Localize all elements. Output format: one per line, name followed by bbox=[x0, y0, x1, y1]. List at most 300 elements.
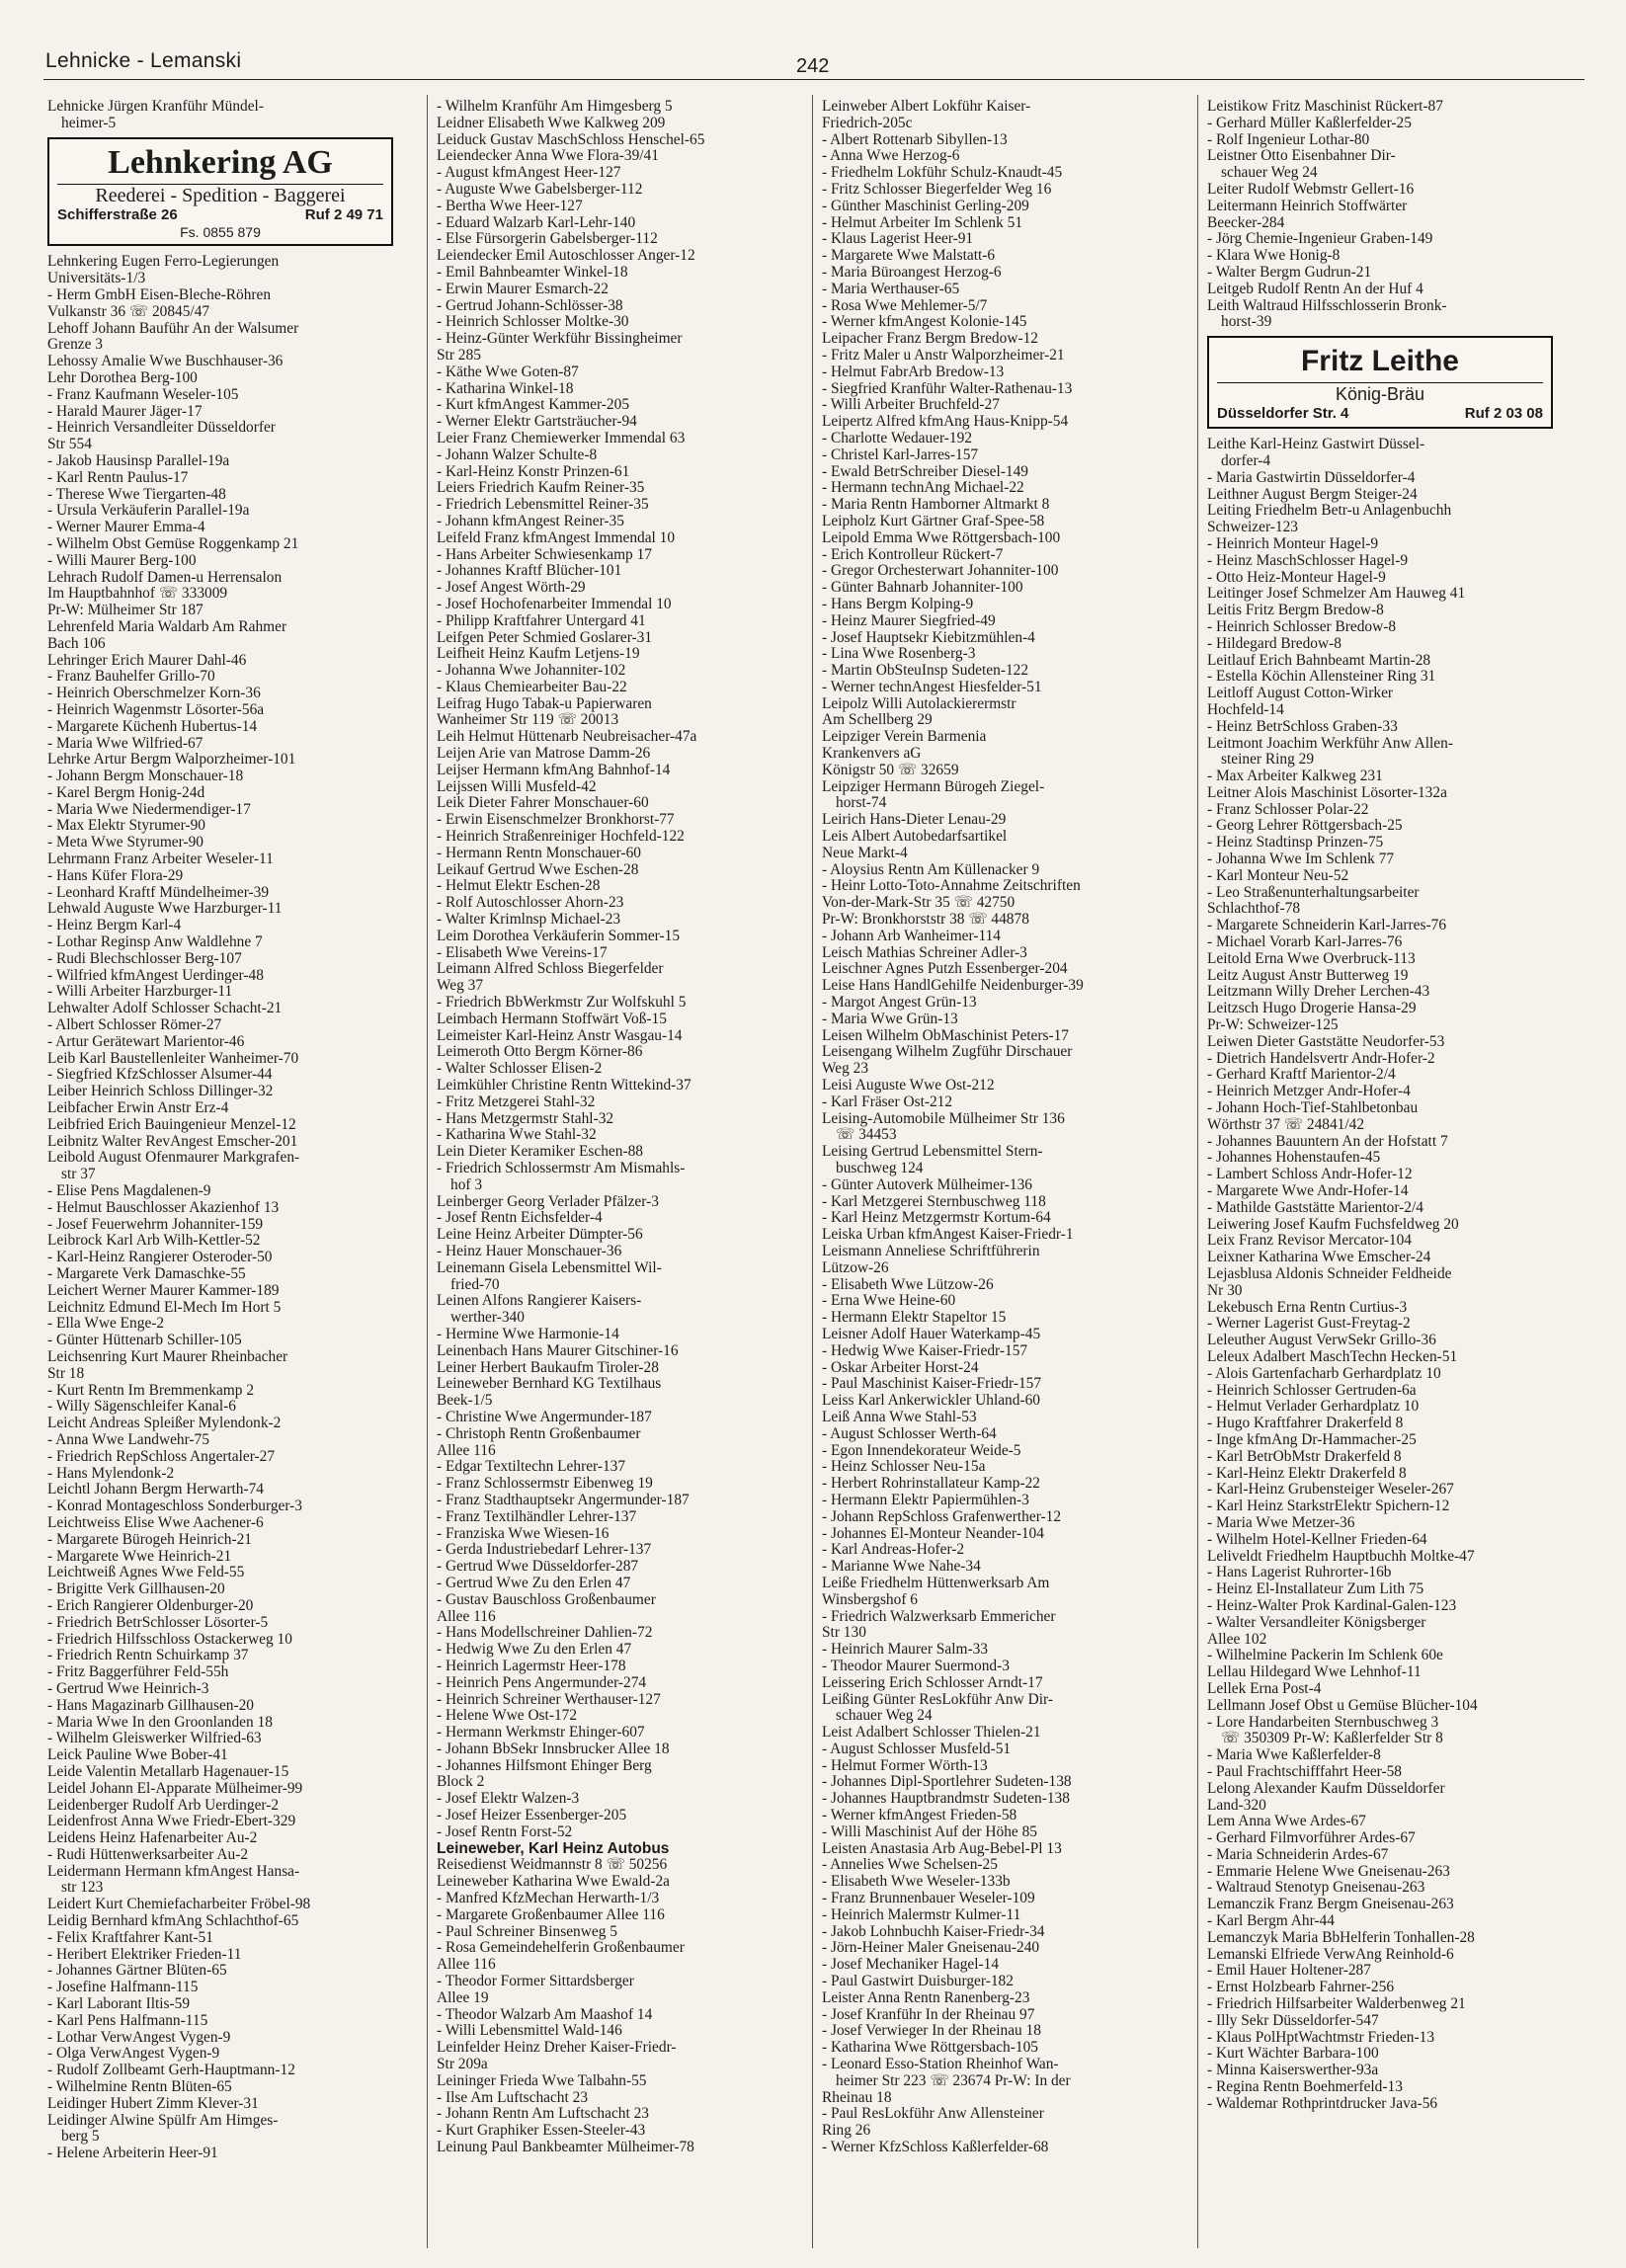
entry-line: - Hedwig Wwe Zu den Erlen 47 bbox=[437, 1641, 632, 1659]
entry-line: Lemanski Elfriede VerwAng Reinhold-6 bbox=[1207, 1945, 1454, 1963]
entry-line: Allee 116 bbox=[437, 1607, 496, 1625]
entry-line: Leibold August Ofenmaurer Markgrafen- bbox=[47, 1149, 300, 1167]
entry-line: Leipholz Kurt Gärtner Graf-Spee-58 bbox=[822, 512, 1045, 529]
entry-line: Lehnkering Eugen Ferro-Legierungen bbox=[47, 253, 280, 271]
entry-line: - Johannes Dipl-Sportlehrer Sudeten-138 bbox=[822, 1773, 1072, 1791]
entry-line: - Walter Bergm Gudrun-21 bbox=[1207, 263, 1372, 281]
entry-line: Leinweber Albert Lokführ Kaiser- bbox=[822, 99, 1031, 115]
entry-line: - Paul Maschinist Kaiser-Friedr-157 bbox=[822, 1375, 1042, 1393]
entry-line: - Johann Arb Wanheimer-114 bbox=[822, 927, 1001, 944]
entry-line: Leithe Karl-Heinz Gastwirt Düssel- bbox=[1207, 436, 1425, 453]
page-number: 242 bbox=[796, 55, 830, 77]
entry-line: - Siegfried Kranführ Walter-Rathenau-13 bbox=[822, 379, 1073, 397]
entry-line: - Willi Arbeiter Bruchfeld-27 bbox=[822, 396, 1000, 414]
entry-line: Str 18 bbox=[47, 1364, 85, 1382]
entry-line: - Christine Wwe Angermunder-187 bbox=[437, 1408, 652, 1425]
entry-line: - Ilse Am Luftschacht 23 bbox=[437, 2088, 589, 2106]
entry-line: Leidermann Hermann kfmAngest Hansa- bbox=[47, 1862, 300, 1880]
entry-line: Leichtweiss Elise Wwe Aachener-6 bbox=[47, 1513, 264, 1531]
entry-line: fried-70 bbox=[450, 1275, 500, 1293]
entry-line: - Charlotte Wedauer-192 bbox=[822, 429, 973, 446]
entry-line: Am Schellberg 29 bbox=[822, 711, 933, 729]
ad-lehnkering-services: Reederei - Spedition - Baggerei bbox=[95, 184, 346, 206]
entry-line: - Heinz MaschSchlosser Hagel-9 bbox=[1207, 551, 1409, 569]
entry-line: - Maria Gastwirtin Düsseldorfer-4 bbox=[1207, 468, 1416, 486]
entry-line: Lehoff Johann Bauführ An der Walsumer bbox=[47, 319, 299, 337]
entry-line: Leipolz Willi Autolackierermstr bbox=[822, 694, 1016, 712]
entry-line: - Lothar Reginsp Anw Waldlehne 7 bbox=[47, 933, 263, 951]
entry-line: - Hans Modellschreiner Dahlien-72 bbox=[437, 1624, 653, 1642]
entry-line: - Friedrich Schlossermstr Am Mismahls- bbox=[437, 1160, 686, 1176]
entry-line: - Günther Maschinist Gerling-209 bbox=[822, 197, 1029, 214]
entry-line: - Franz Brunnenbauer Weseler-109 bbox=[822, 1890, 1035, 1907]
entry-line: - Katharina Wwe Röttgersbach-105 bbox=[822, 2039, 1038, 2057]
entry-line: Leis Albert Autobedarfsartikel bbox=[822, 828, 1008, 846]
entry-line: Leiss Karl Ankerwickler Uhland-60 bbox=[822, 1392, 1040, 1410]
entry-line: - Hans Arbeiter Schwiesenkamp 17 bbox=[437, 545, 652, 563]
entry-line: - Estella Köchin Allensteiner Ring 31 bbox=[1207, 668, 1436, 686]
entry-line: - Lambert Schloss Andr-Hofer-12 bbox=[1207, 1166, 1413, 1183]
entry-line: Leichtweiß Agnes Wwe Feld-55 bbox=[47, 1564, 245, 1581]
column-divider bbox=[812, 95, 813, 2248]
entry-line: Block 2 bbox=[437, 1773, 485, 1791]
entry-line: - Friedrich Lebensmittel Reiner-35 bbox=[437, 496, 649, 514]
entry-line: - Helmut Bauschlosser Akazienhof 13 bbox=[47, 1198, 280, 1216]
entry-line: - Hermann Elektr Papiermühlen-3 bbox=[822, 1491, 1029, 1508]
entry-line: - Wilhelm Obst Gemüse Roggenkamp 21 bbox=[47, 534, 299, 552]
entry-line: Lehrmann Franz Arbeiter Weseler-11 bbox=[47, 850, 274, 868]
entry-line: - Heinrich Schlosser Moltke-30 bbox=[437, 313, 629, 331]
entry-line: - Karl Heinz Metzgermstr Kortum-64 bbox=[822, 1209, 1051, 1227]
entry-line: Krankenvers aG bbox=[822, 745, 922, 763]
entry-line: - Johann kfmAngest Reiner-35 bbox=[437, 512, 624, 529]
entry-line: Leix Franz Revisor Mercator-104 bbox=[1207, 1232, 1412, 1250]
entry-line: Weg 23 bbox=[822, 1060, 869, 1078]
entry-line: - Heinz El-Installateur Zum Lith 75 bbox=[1207, 1580, 1424, 1598]
entry-line: - Hans Metzgermstr Stahl-32 bbox=[437, 1109, 614, 1127]
entry-line: Leibfried Erich Bauingenieur Menzel-12 bbox=[47, 1115, 296, 1133]
entry-line: - Franz Stadthauptsekr Angermunder-187 bbox=[437, 1491, 690, 1508]
entry-line: - Leonard Esso-Station Rheinhof Wan- bbox=[822, 2056, 1059, 2073]
entry-line: - Rudi Hüttenwerksarbeiter Au-2 bbox=[47, 1845, 249, 1863]
entry-line: - Karl-Heinz Grubensteiger Weseler-267 bbox=[1207, 1481, 1454, 1498]
section-heading-leineweber: Leineweber, Karl Heinz Autobus bbox=[437, 1839, 670, 1857]
entry-line: - Johannes Hohenstaufen-45 bbox=[1207, 1149, 1381, 1167]
entry-line: Leist Adalbert Schlosser Thielen-21 bbox=[822, 1724, 1041, 1742]
entry-line: - Kurt kfmAngest Kammer-205 bbox=[437, 396, 630, 414]
entry-line: - Rudolf Zollbeamt Gerh-Hauptmann-12 bbox=[47, 2062, 295, 2079]
entry-line: Leine Heinz Arbeiter Dümpter-56 bbox=[437, 1226, 643, 1244]
entry-line: - Hans Magazinarb Gillhausen-20 bbox=[47, 1696, 254, 1714]
entry-line: - Günter Bahnarb Johanniter-100 bbox=[822, 579, 1023, 597]
entry-line: - Walter Schlosser Elisen-2 bbox=[437, 1060, 603, 1078]
entry-line: - Heinrich Maurer Salm-33 bbox=[822, 1641, 988, 1659]
entry-line: Lehwald Auguste Wwe Harzburger-11 bbox=[47, 900, 283, 918]
entry-line: - Wilhelmine Packerin Im Schlenk 60e bbox=[1207, 1647, 1443, 1664]
entry-line: Von-der-Mark-Str 35 ☏ 42750 bbox=[822, 894, 1016, 912]
entry-line: - Edgar Textiltechn Lehrer-137 bbox=[437, 1458, 626, 1476]
entry-line: Hochfeld-14 bbox=[1207, 700, 1284, 718]
entry-line: - Paul Schreiner Binsenweg 5 bbox=[437, 1922, 617, 1940]
entry-line: - Meta Wwe Styrumer-90 bbox=[47, 834, 203, 851]
entry-line: Leitermann Heinrich Stoffwärter bbox=[1207, 197, 1408, 214]
entry-line: - Josef Mechaniker Hagel-14 bbox=[822, 1956, 1000, 1974]
entry-line: - Karl BetrObMstr Drakerfeld 8 bbox=[1207, 1447, 1402, 1465]
entry-line: - Gertrud Wwe Heinrich-3 bbox=[47, 1679, 209, 1697]
entry-line: Leißing Günter ResLokführ Anw Dir- bbox=[822, 1690, 1053, 1708]
entry-line: - Franz Schlossermstr Eibenweg 19 bbox=[437, 1475, 653, 1493]
entry-line: - Paul Gastwirt Duisburger-182 bbox=[822, 1973, 1014, 1990]
entry-line: - Hermann Elektr Stapeltor 15 bbox=[822, 1309, 1007, 1327]
entry-line: Pr-W: Mülheimer Str 187 bbox=[47, 602, 203, 619]
entry-line: steiner Ring 29 bbox=[1221, 751, 1315, 769]
entry-line: Lehossy Amalie Wwe Buschhauser-36 bbox=[47, 353, 284, 370]
entry-line: - Max Elektr Styrumer-90 bbox=[47, 817, 205, 835]
entry-line: - Gerhard Müller Kaßlerfelder-25 bbox=[1207, 114, 1412, 131]
entry-line: Leik Dieter Fahrer Monschauer-60 bbox=[437, 794, 649, 812]
entry-line: Leide Valentin Metallarb Hagenauer-15 bbox=[47, 1762, 289, 1780]
entry-line: - Rolf Ingenieur Lothar-80 bbox=[1207, 130, 1370, 148]
entry-line: - Helmut FabrArb Bredow-13 bbox=[822, 363, 1005, 380]
entry-line: - Maria Rentn Hamborner Altmarkt 8 bbox=[822, 496, 1050, 514]
entry-line: Leitloff August Cotton-Wirker bbox=[1207, 685, 1394, 702]
entry-line: - Johannes Kraftf Blücher-101 bbox=[437, 562, 622, 580]
entry-line: - Theodor Walzarb Am Maashof 14 bbox=[437, 2005, 653, 2023]
entry-line: Leinung Paul Bankbeamter Mülheimer-78 bbox=[437, 2139, 694, 2156]
entry-line: Leijen Arie van Matrose Damm-26 bbox=[437, 745, 651, 763]
entry-line: - Klaus Chemiearbeiter Bau-22 bbox=[437, 678, 627, 695]
entry-line: - Therese Wwe Tiergarten-48 bbox=[47, 485, 226, 503]
entry-line: Leischner Agnes Putzh Essenberger-204 bbox=[822, 960, 1068, 978]
entry-line: Leiers Friedrich Kaufm Reiner-35 bbox=[437, 479, 645, 497]
entry-line: Lekebusch Erna Rentn Curtius-3 bbox=[1207, 1298, 1408, 1316]
entry-line: Leiter Rudolf Webmstr Gellert-16 bbox=[1207, 180, 1415, 198]
entry-line: Leipertz Alfred kfmAng Haus-Knipp-54 bbox=[822, 413, 1069, 431]
entry-line: heimer-5 bbox=[61, 114, 117, 131]
entry-line: - Helene Arbeiterin Heer-91 bbox=[47, 2145, 218, 2162]
entry-line: - Emmarie Helene Wwe Gneisenau-263 bbox=[1207, 1862, 1450, 1880]
entry-line: - Johann BbSekr Innsbrucker Allee 18 bbox=[437, 1740, 670, 1757]
entry-line: Leineweber Bernhard KG Textilhaus bbox=[437, 1375, 662, 1393]
entry-line: Leissering Erich Schlosser Arndt-17 bbox=[822, 1673, 1043, 1691]
entry-line: - Theodor Maurer Suermond-3 bbox=[822, 1657, 1010, 1674]
entry-line: Leipold Emma Wwe Röttgersbach-100 bbox=[822, 528, 1061, 546]
entry-line: - Hugo Kraftfahrer Drakerfeld 8 bbox=[1207, 1415, 1404, 1432]
entry-line: - Maria Wwe Niedermendiger-17 bbox=[47, 800, 251, 818]
entry-line: Allee 116 bbox=[437, 1441, 496, 1459]
column-2 bbox=[437, 99, 782, 2252]
entry-line: - Kurt Graphiker Essen-Steeler-43 bbox=[437, 2122, 646, 2140]
entry-line: Leiß Anna Wwe Stahl-53 bbox=[822, 1408, 977, 1425]
entry-line: - Heinrich Versandleiter Düsseldorfer bbox=[47, 419, 276, 437]
entry-line: Leidenfrost Anna Wwe Friedr-Ebert-329 bbox=[47, 1813, 296, 1830]
entry-line: - Josef Rentn Eichsfelder-4 bbox=[437, 1209, 603, 1227]
entry-line: Leiber Heinrich Schloss Dillinger-32 bbox=[47, 1083, 274, 1100]
entry-line: - Karl Metzgerei Sternbuschweg 118 bbox=[822, 1192, 1046, 1210]
entry-line: Leisten Anastasia Arb Aug-Bebel-Pl 13 bbox=[822, 1839, 1062, 1857]
entry-line: Leisengang Wilhelm Zugführ Dirschauer bbox=[822, 1043, 1073, 1061]
entry-line: - Gregor Orchesterwart Johanniter-100 bbox=[822, 562, 1059, 580]
entry-line: Lellmann Josef Obst u Gemüse Blücher-104 bbox=[1207, 1696, 1478, 1714]
entry-line: - Fritz Metzgerei Stahl-32 bbox=[437, 1093, 596, 1110]
entry-line: ☏ 350309 Pr-W: Kaßlerfelder Str 8 bbox=[1221, 1730, 1443, 1747]
entry-line: - Josef Rentn Forst-52 bbox=[437, 1822, 573, 1840]
entry-line: - Alois Gartenfacharb Gerhardplatz 10 bbox=[1207, 1364, 1441, 1382]
ad-leithe-street: Düsseldorfer Str. 4 bbox=[1217, 405, 1349, 423]
entry-line: - Hans Mylendonk-2 bbox=[47, 1464, 175, 1482]
entry-line: Leimann Alfred Schloss Biegerfelder bbox=[437, 960, 664, 978]
entry-line: - Friedrich Rentn Schuirkamp 37 bbox=[47, 1647, 249, 1664]
entry-line: - Willy Sägenschleifer Kanal-6 bbox=[47, 1398, 236, 1416]
entry-line: - Maria Schneiderin Ardes-67 bbox=[1207, 1845, 1389, 1863]
entry-line: Königstr 50 ☏ 32659 bbox=[822, 761, 959, 778]
entry-line: heimer Str 223 ☏ 23674 Pr-W: In der bbox=[836, 2071, 1071, 2089]
entry-line: Leitold Erna Wwe Overbruck-113 bbox=[1207, 949, 1416, 967]
entry-line: - Albert Schlosser Römer-27 bbox=[47, 1016, 222, 1034]
entry-line: - Heinrich Metzger Andr-Hofer-4 bbox=[1207, 1083, 1411, 1100]
entry-line: Leifeld Franz kfmAngest Immendal 10 bbox=[437, 528, 676, 546]
entry-line: - Paul ResLokführ Anw Allensteiner bbox=[822, 2105, 1044, 2123]
entry-line: Leikauf Gertrud Wwe Eschen-28 bbox=[437, 860, 639, 878]
entry-line: - Hermann technAng Michael-22 bbox=[822, 479, 1024, 497]
column-3 bbox=[822, 99, 1168, 2252]
entry-line: Leitinger Josef Schmelzer Am Hauweg 41 bbox=[1207, 585, 1466, 603]
entry-line: - Karl-Heinz Elektr Drakerfeld 8 bbox=[1207, 1464, 1407, 1482]
entry-line: - Harald Maurer Jäger-17 bbox=[47, 402, 203, 420]
entry-line: Universitäts-1/3 bbox=[47, 270, 146, 287]
entry-line: Leichnitz Edmund El-Mech Im Hort 5 bbox=[47, 1298, 282, 1316]
entry-line: - Werner Maurer Emma-4 bbox=[47, 519, 205, 536]
entry-line: Leiner Herbert Baukaufm Tiroler-28 bbox=[437, 1358, 659, 1376]
entry-line: Leitlauf Erich Bahnbeamt Martin-28 bbox=[1207, 651, 1431, 669]
entry-line: - Walter Versandleiter Königsberger bbox=[1207, 1613, 1426, 1631]
entry-line: - Margarete Schneiderin Karl-Jarres-76 bbox=[1207, 917, 1447, 934]
entries-column-1 bbox=[47, 254, 393, 2162]
entry-line: Leipziger Verein Barmenia bbox=[822, 728, 987, 746]
entry-line: - Annelies Wwe Schelsen-25 bbox=[822, 1856, 998, 1874]
entry-line: Leiwen Dieter Gaststätte Neudorfer-53 bbox=[1207, 1032, 1445, 1050]
entry-line: - Wilhelmine Rentn Blüten-65 bbox=[47, 2078, 232, 2096]
entry-line: - Franz Textilhändler Lehrer-137 bbox=[437, 1507, 637, 1525]
entry-line: - Heribert Elektriker Frieden-11 bbox=[47, 1945, 242, 1963]
entry-line: Leinberger Georg Verlader Pfälzer-3 bbox=[437, 1192, 659, 1210]
entry-line: - Johann Hoch-Tief-Stahlbetonbau bbox=[1207, 1099, 1419, 1117]
entry-line: - August Schlosser Werth-64 bbox=[822, 1424, 997, 1442]
entry-line: Leijssen Willi Musfeld-42 bbox=[437, 777, 597, 795]
entry-line: Leitis Fritz Bergm Bredow-8 bbox=[1207, 602, 1384, 619]
entry-line: - Jörg Chemie-Ingenieur Graben-149 bbox=[1207, 230, 1433, 248]
entry-line: - Heinrich Schreiner Werthauser-127 bbox=[437, 1690, 661, 1708]
entry-line: Leiendecker Emil Autoschlosser Anger-12 bbox=[437, 247, 695, 265]
entry-line: - Ernst Holzbearb Fahrner-256 bbox=[1207, 1979, 1395, 1996]
entry-line: Lelong Alexander Kaufm Düsseldorfer bbox=[1207, 1779, 1445, 1797]
entry-line: - Josefine Halfmann-115 bbox=[47, 1979, 199, 1996]
column-divider bbox=[1197, 95, 1198, 2248]
entry-line: Leibnitz Walter RevAngest Emscher-201 bbox=[47, 1132, 298, 1150]
entry-line: - Regina Rentn Boehmerfeld-13 bbox=[1207, 2078, 1403, 2096]
entry-line: - Maria Büroangest Herzog-6 bbox=[822, 263, 1002, 281]
entry-line: - Hans Bergm Kolping-9 bbox=[822, 595, 974, 612]
entry-line: - Werner Elektr Gartsträucher-94 bbox=[437, 413, 637, 431]
entry-line: Lehrke Artur Bergm Walporzheimer-101 bbox=[47, 751, 296, 769]
entry-line: Leiendecker Anna Wwe Flora-39/41 bbox=[437, 147, 659, 165]
entry-line: Pr-W: Bronkhorststr 38 ☏ 44878 bbox=[822, 911, 1029, 929]
entry-line: Str 130 bbox=[822, 1624, 866, 1642]
entry-line: Leitmont Joachim Werkführ Anw Allen- bbox=[1207, 734, 1453, 752]
ad-leithe bbox=[1207, 336, 1553, 429]
entry-line: Leimbach Hermann Stoffwärt Voß-15 bbox=[437, 1010, 667, 1027]
entry-line: - Heinrich Lagermstr Heer-178 bbox=[437, 1657, 626, 1674]
entry-line: - Inge kfmAng Dr-Hammacher-25 bbox=[1207, 1430, 1417, 1448]
entry-line: Leithner August Bergm Steiger-24 bbox=[1207, 485, 1418, 503]
entry-line: - Gerda Industriebedarf Lehrer-137 bbox=[437, 1541, 652, 1559]
entry-line: - Kurt Wächter Barbara-100 bbox=[1207, 2045, 1379, 2063]
entry-line: - Margarete Küchenh Hubertus-14 bbox=[47, 717, 258, 735]
entry-line: - Oskar Arbeiter Horst-24 bbox=[822, 1358, 979, 1376]
entry-line: - Willi Maschinist Auf der Höhe 85 bbox=[822, 1822, 1037, 1840]
entry-line: - Rudi Blechschlosser Berg-107 bbox=[47, 949, 242, 967]
entry-line: Leirich Hans-Dieter Lenau-29 bbox=[822, 811, 1007, 829]
entry-line: - Aloysius Rentn Am Küllenacker 9 bbox=[822, 860, 1040, 878]
entry-line: Leixner Katharina Wwe Emscher-24 bbox=[1207, 1249, 1431, 1266]
entry-line: - Katharina Wwe Stahl-32 bbox=[437, 1126, 597, 1144]
entry-line: Leibfacher Erwin Anstr Erz-4 bbox=[47, 1099, 229, 1117]
entry-line: Leibrock Karl Arb Wilh-Kettler-52 bbox=[47, 1232, 261, 1250]
entry-line: - Marianne Wwe Nahe-34 bbox=[822, 1558, 981, 1576]
entry-line: Leick Pauline Wwe Bober-41 bbox=[47, 1746, 228, 1764]
entry-line: Leidner Elisabeth Wwe Kalkweg 209 bbox=[437, 114, 666, 131]
entry-line: Leichert Werner Maurer Kammer-189 bbox=[47, 1281, 280, 1299]
entry-line: - Johanna Wwe Im Schlenk 77 bbox=[1207, 850, 1395, 868]
entry-line: - Josef Verwieger In der Rheinau 18 bbox=[822, 2022, 1041, 2040]
entry-line: - Werner KfzSchloss Kaßlerfelder-68 bbox=[822, 2139, 1049, 2156]
entry-line: - Heinrich Straßenreiniger Hochfeld-122 bbox=[437, 828, 685, 846]
entry-line: Leitner Alois Maschinist Lösorter-132a bbox=[1207, 783, 1447, 801]
entry-line: Lejasblusa Aldonis Schneider Feldheide bbox=[1207, 1265, 1452, 1282]
entry-line: - Margarete Wwe Heinrich-21 bbox=[47, 1547, 232, 1565]
entry-line: - Erna Wwe Heine-60 bbox=[822, 1292, 956, 1310]
entry-line: - August Schlosser Musfeld-51 bbox=[822, 1740, 1012, 1757]
entry-line: Leinfelder Heinz Dreher Kaiser-Friedr- bbox=[437, 2039, 677, 2057]
entry-line: Wanheimer Str 119 ☏ 20013 bbox=[437, 711, 619, 729]
column-1 bbox=[47, 99, 393, 2252]
ad-lehnkering-name: Lehnkering AG bbox=[57, 144, 383, 185]
entry-line: Neue Markt-4 bbox=[822, 844, 908, 861]
entry-line: - Margarete Bürogeh Heinrich-21 bbox=[47, 1530, 252, 1548]
entry-line: - Käthe Wwe Goten-87 bbox=[437, 363, 579, 380]
entry-line: werther-340 bbox=[450, 1309, 525, 1327]
entry-line: Leisen Wilhelm ObMaschinist Peters-17 bbox=[822, 1026, 1070, 1044]
entry-line: Leith Waltraud Hilfsschlosserin Bronk- bbox=[1207, 296, 1447, 314]
entry-line: - Friedrich RepSchloss Angertaler-27 bbox=[47, 1447, 276, 1465]
entry-line: - Elisabeth Wwe Vereins-17 bbox=[437, 943, 608, 961]
entry-line: - Artur Gerätewart Marientor-46 bbox=[47, 1032, 245, 1050]
entry-line: - Ursula Verkäuferin Parallel-19a bbox=[47, 502, 250, 520]
entry-line: - Albert Rottenarb Sibyllen-13 bbox=[822, 130, 1008, 148]
entry-line: - Mathilde Gaststätte Marientor-2/4 bbox=[1207, 1198, 1423, 1216]
entries-column-2-top bbox=[437, 99, 782, 1841]
running-header: Lehnicke - Lemanski bbox=[45, 49, 242, 72]
entry-line: Leininger Frieda Wwe Talbahn-55 bbox=[437, 2071, 647, 2089]
entry-line: - Jörn-Heiner Maler Gneisenau-240 bbox=[822, 1939, 1040, 1957]
entry-line: Leitzsch Hugo Drogerie Hansa-29 bbox=[1207, 1000, 1417, 1017]
entry-line: - Rosa Gemeindehelferin Großenbaumer bbox=[437, 1939, 685, 1957]
entry-line: Leichsenring Kurt Maurer Rheinbacher bbox=[47, 1347, 288, 1365]
entry-line: Leleuther August VerwSekr Grillo-36 bbox=[1207, 1332, 1436, 1349]
entry-line: Leinemann Gisela Lebensmittel Wil- bbox=[437, 1258, 662, 1276]
entry-line: - Werner technAngest Hiesfelder-51 bbox=[822, 678, 1042, 695]
ad-lehnkering-phone: Ruf 2 49 71 bbox=[304, 205, 383, 223]
entry-line: Leitz August Anstr Butterweg 19 bbox=[1207, 966, 1409, 984]
entry-line: Schweizer-123 bbox=[1207, 519, 1298, 536]
entry-line: - Heinrich Pens Angermunder-274 bbox=[437, 1673, 647, 1691]
entry-line: Schlachthof-78 bbox=[1207, 900, 1301, 918]
entry-line: - Erich Kontrolleur Rückert-7 bbox=[822, 545, 1004, 563]
entry-line: Leineweber Katharina Wwe Ewald-2a bbox=[437, 1873, 671, 1891]
entry-line: - Karl Andreas-Hofer-2 bbox=[822, 1541, 965, 1559]
entry-line: Lellau Hildegard Wwe Lehnhof-11 bbox=[1207, 1663, 1422, 1681]
entry-line: - Heinrich Monteur Hagel-9 bbox=[1207, 534, 1379, 552]
entry-line: - Johannes Hilfsmont Ehinger Berg bbox=[437, 1756, 652, 1774]
column-divider bbox=[427, 95, 428, 2248]
entry-line: - Karl Pens Halfmann-115 bbox=[47, 2011, 208, 2029]
entry-line: - Josef Elektr Walzen-3 bbox=[437, 1790, 580, 1808]
entry-line: - Willi Arbeiter Harzburger-11 bbox=[47, 983, 233, 1001]
entry-line: - Josef Hauptsekr Kiebitzmühlen-4 bbox=[822, 628, 1035, 646]
entry-line: Leidens Heinz Hafenarbeiter Au-2 bbox=[47, 1829, 258, 1847]
entry-line: - Lore Handarbeiten Sternbuschweg 3 bbox=[1207, 1713, 1439, 1731]
ad-lehnkering-fax: Fs. 0855 879 bbox=[180, 223, 261, 240]
ad-leithe-name: Fritz Leithe bbox=[1217, 343, 1543, 383]
entry-line: str 123 bbox=[61, 1879, 104, 1897]
entry-line: Leifrag Hugo Tabak-u Papierwaren bbox=[437, 694, 652, 712]
entry-line: Wörthstr 37 ☏ 24841/42 bbox=[1207, 1115, 1365, 1133]
entry-line: - Felix Kraftfahrer Kant-51 bbox=[47, 1928, 213, 1946]
entry-line: - Karel Bergm Honig-24d bbox=[47, 783, 205, 801]
entry-line: Str 285 bbox=[437, 346, 481, 364]
entry-line: - Franz Schlosser Polar-22 bbox=[1207, 800, 1369, 818]
entries-column-4-top bbox=[1207, 99, 1553, 331]
entry-line: - Klara Wwe Honig-8 bbox=[1207, 247, 1341, 265]
entry-line: - Leo Straßenunterhaltungsarbeiter bbox=[1207, 883, 1420, 901]
entry-line: - Otto Heiz-Monteur Hagel-9 bbox=[1207, 568, 1386, 586]
entry-line: - Anna Wwe Landwehr-75 bbox=[47, 1430, 209, 1448]
entry-line: Leiduck Gustav MaschSchloss Henschel-65 bbox=[437, 130, 705, 148]
entry-line: - Siegfried KfzSchlosser Alsumer-44 bbox=[47, 1066, 273, 1084]
entry-line: - Christoph Rentn Großenbaumer bbox=[437, 1424, 641, 1442]
entry-line: - Emil Hauer Holtener-287 bbox=[1207, 1962, 1371, 1980]
entry-line: Land-320 bbox=[1207, 1796, 1266, 1814]
entry-line: Allee 102 bbox=[1207, 1630, 1267, 1648]
entry-line: - Olga VerwAngest Vygen-9 bbox=[47, 2045, 220, 2063]
entry-line: Leih Helmut Hüttenarb Neubreisacher-47a bbox=[437, 728, 697, 746]
entry-line: - Josef Feuerwehrm Johanniter-159 bbox=[47, 1215, 264, 1233]
entry-line: Lehnicke Jürgen Kranführ Mündel- bbox=[47, 99, 264, 115]
entry-line: - Illy Sekr Düsseldorfer-547 bbox=[1207, 2011, 1379, 2029]
entry-line: - Friedrich BbWerkmstr Zur Wolfskuhl 5 bbox=[437, 994, 687, 1012]
entry-line: buschweg 124 bbox=[836, 1160, 924, 1176]
entry-line: - Helene Wwe Ost-172 bbox=[437, 1707, 578, 1725]
entry-line: - Heinz-Walter Prok Kardinal-Galen-123 bbox=[1207, 1596, 1457, 1614]
entry-line: - Werner Lagerist Gust-Freytag-2 bbox=[1207, 1315, 1411, 1333]
entry-line: - Karl-Heinz Rangierer Osteroder-50 bbox=[47, 1249, 273, 1266]
entry-line: - Willi Lebensmittel Wald-146 bbox=[437, 2022, 622, 2040]
entry-line: - Gerhard Filmvorführer Ardes-67 bbox=[1207, 1829, 1416, 1847]
entry-line: - Waldemar Rothprintdrucker Java-56 bbox=[1207, 2094, 1438, 2112]
entry-line: - Philipp Kraftfahrer Untergard 41 bbox=[437, 611, 646, 629]
entry-line: horst-74 bbox=[836, 794, 887, 812]
entry-line: Leipziger Hermann Bürogeh Ziegel- bbox=[822, 777, 1045, 795]
